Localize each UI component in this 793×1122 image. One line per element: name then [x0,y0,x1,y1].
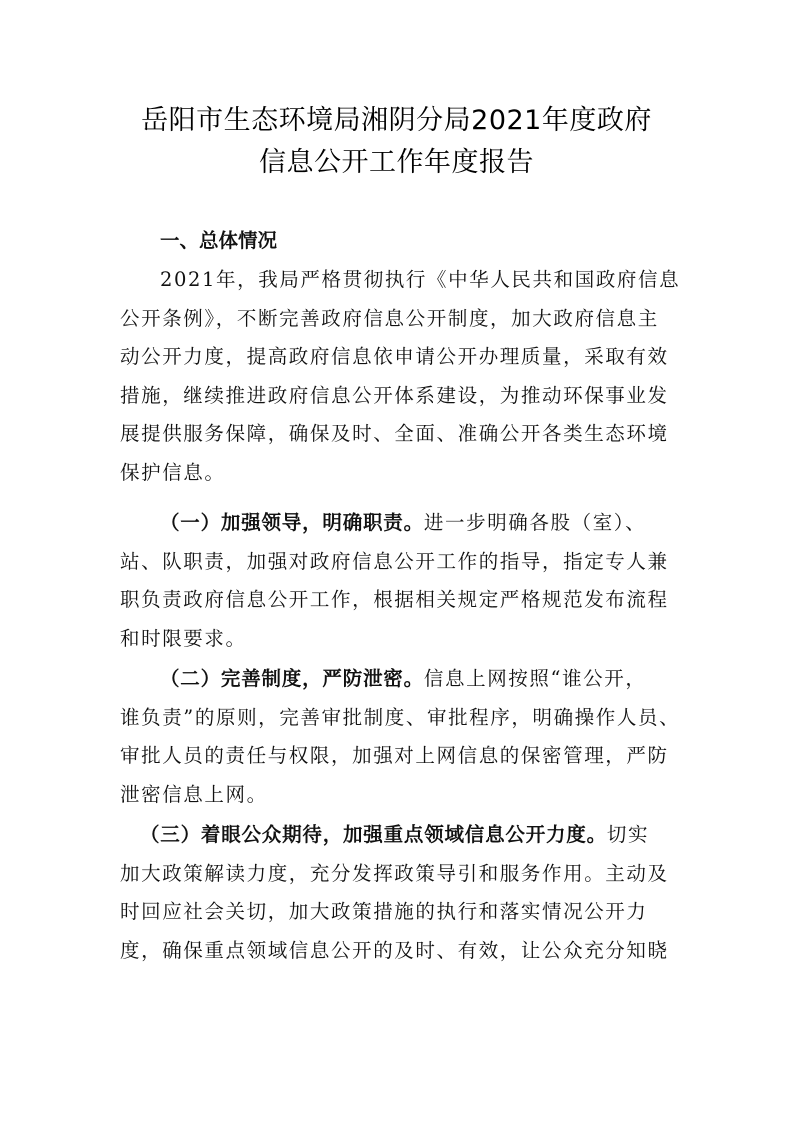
item2-line: 审批人员的责任与权限，加强对上网信息的保密管理，严防 [120,744,669,767]
intro-paragraph [120,261,680,492]
section-heading-overview: 一、总体情况 [160,229,278,252]
item3-line: 加大政策解读力度，充分发挥政策导引和服务作用。主动及 [120,861,669,885]
item2-first-line [120,660,680,699]
item3-line: 时回应社会关切，加大政策措施的执行和落实情况公开力 [120,900,648,923]
intro-line: 动公开力度，提高政府信息依申请公开办理质量，采取有效 [120,345,669,368]
item1-first-line [120,504,680,543]
intro-line: 措施，继续推进政府信息公开体系建设，为推动环保事业发 [120,383,669,407]
item3-lead: （三）着眼公众期待，加强重点领域信息公开力度。 [140,823,607,846]
item3-text: 切实 [606,823,650,846]
item3-paragraph [120,816,680,970]
title-line-2: 信息公开工作年度报告 [259,147,534,178]
item2-line: 泄密信息上网。 [120,782,268,806]
item2-text: 信息上网按照“谁公开， [423,667,647,690]
item1-line: 站、队职责，加强对政府信息公开工作的指导，指定专人兼 [120,549,669,573]
item2-paragraph [120,660,680,814]
item1-paragraph [120,504,680,658]
document-title [100,100,693,184]
intro-line: 保护信息。 [120,460,226,484]
intro-line: 2021年，我局严格贯彻执行《中华人民共和国政府信息 [160,268,681,291]
item1-line: 职负责政府信息公开工作，根据相关规定严格规范发布流程 [120,588,669,611]
item1-text: 进一步明确各股（室）、 [423,511,647,534]
item2-line: 谁负责”的原则，完善审批制度、审批程序，明确操作人员、 [120,705,681,729]
item1-line: 和时限要求。 [120,626,247,650]
item3-line: 度，确保重点领域信息公开的及时、有效，让公众充分知晓 [120,938,669,962]
title-line-1: 岳阳市生态环境局湘阴分局2021年度政府 [141,105,652,136]
intro-line: 展提供服务保障，确保及时、全面、准确公开各类生态环境 [120,422,669,445]
item1-lead: （一）加强领导，明确职责。 [160,511,424,534]
item2-lead: （二）完善制度，严防泄密。 [160,667,424,690]
intro-line: 公开条例》，不断完善政府信息公开制度，加大政府信息主 [120,306,659,330]
document-body [120,221,680,970]
item3-first-line [120,816,680,855]
